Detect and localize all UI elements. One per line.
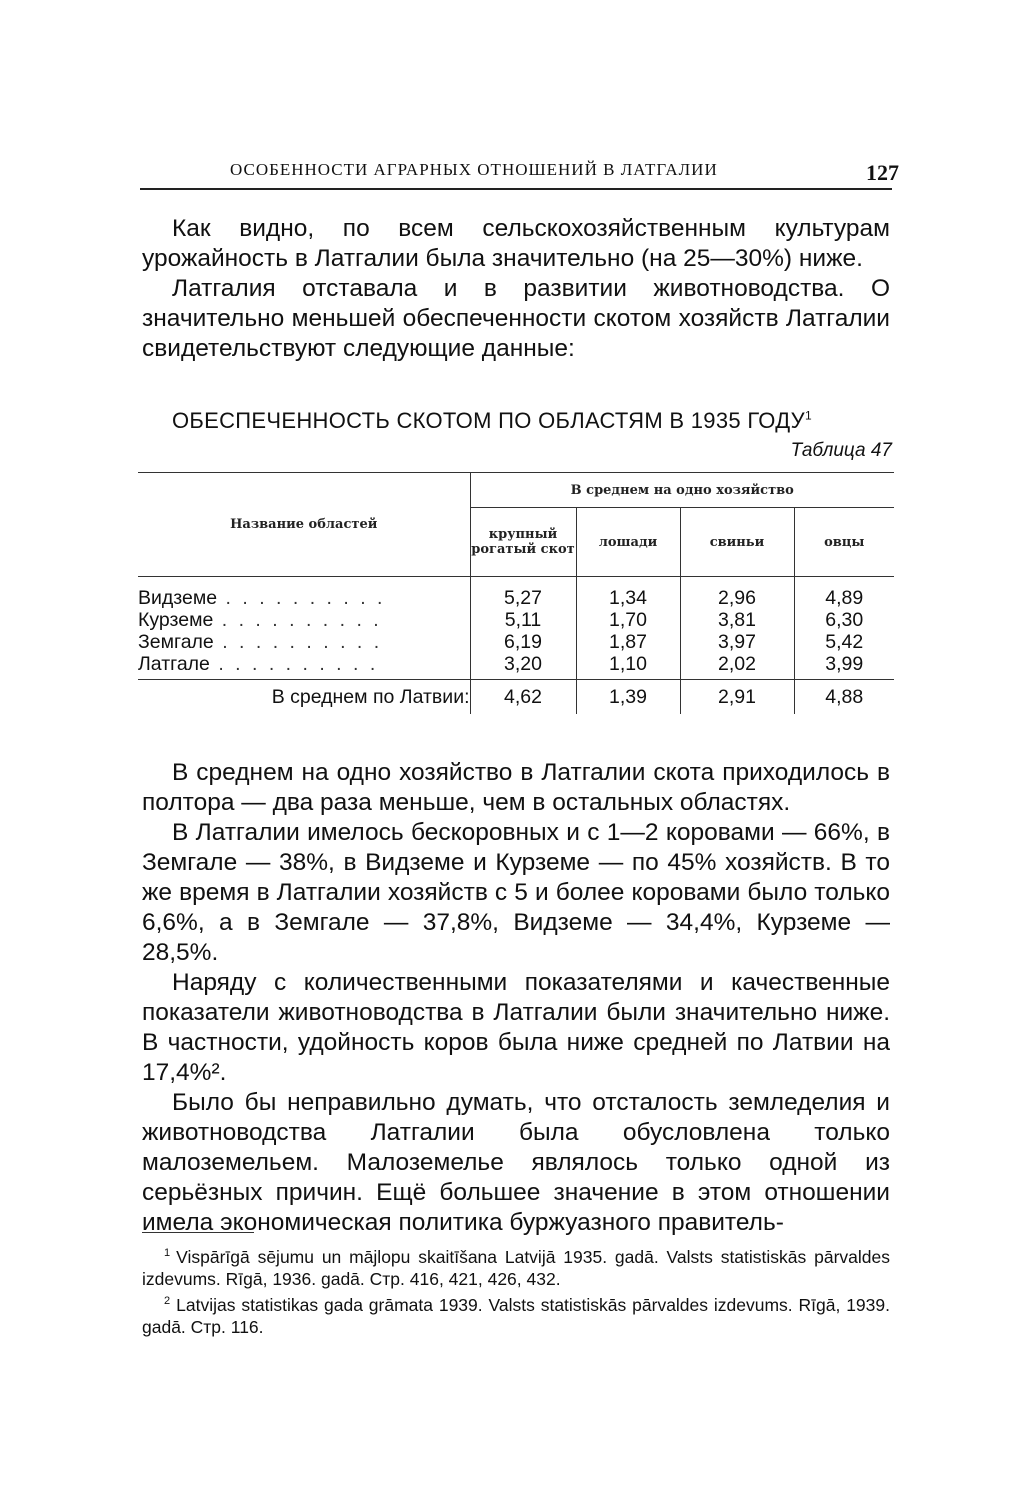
region-cell xyxy=(138,631,470,653)
footnote xyxy=(142,1290,890,1338)
running-title: ОСОБЕННОСТИ АГРАРНЫХ ОТНОШЕНИЙ В ЛАТГАЛИИ xyxy=(230,160,718,179)
table-row xyxy=(138,577,894,610)
value-cell: 3,99 xyxy=(794,653,894,680)
footnote xyxy=(142,1242,890,1290)
region-name: Латгале xyxy=(138,653,210,675)
value-cell: 1,39 xyxy=(576,680,680,715)
region-cell xyxy=(138,609,470,631)
paragraph: Наряду с количественными показателями и качественные показатели животноводства в Латгалии были значительно ниже. В частности, удойность коров была ниже средней по Латвии на 17,4%². xyxy=(142,969,890,1086)
table-title-text: ОБЕСПЕЧЕННОСТЬ СКОТОМ ПО ОБЛАСТЯМ В 1935 ГОДУ xyxy=(172,408,805,433)
value-cell: 1,70 xyxy=(576,609,680,631)
table-average-row xyxy=(138,680,894,715)
footnotes xyxy=(142,1242,890,1338)
table-number-label: Таблица 47 xyxy=(790,440,892,461)
column-group-header: В среднем на одно хозяйство xyxy=(470,473,894,508)
dot-leader: . . . . . . . . . . xyxy=(213,631,383,653)
page-number: 127 xyxy=(866,160,899,185)
table-row xyxy=(138,609,894,631)
value-cell: 5,27 xyxy=(470,577,576,610)
column-header-sheep: овцы xyxy=(794,508,894,577)
footnote-rule xyxy=(142,1232,254,1233)
paragraph: В среднем на одно хозяйство в Латгалии скота приходилось в полтора — два раза меньше, чем в остальных областях. xyxy=(142,759,890,816)
value-cell: 1,34 xyxy=(576,577,680,610)
table-row xyxy=(138,653,894,680)
footnote-text: Latvijas statistikas gada grāmata 1939. Valsts statistiskās pārvaldes izdevums. Rīgā, 1939. gadā. Стр. 116. xyxy=(142,1294,890,1337)
value-cell: 2,02 xyxy=(680,653,794,680)
footnote-text: Vispārīgā sējumu un mājlopu skaitīšana Latvijā 1935. gadā. Valsts statistiskās pārvaldes izdevums. Rīgā, 1936. gadā. Стр. 416, 421, 426, 432. xyxy=(142,1246,890,1289)
region-cell xyxy=(138,653,470,680)
paragraph: Как видно, по всем сельскохозяйственным культурам урожайность в Латгалии была значительно (на 25—30%) ниже. xyxy=(142,215,890,272)
column-header-pigs: свиньи xyxy=(680,508,794,577)
value-cell: 3,20 xyxy=(470,653,576,680)
livestock-table xyxy=(138,472,894,714)
footnote-mark: 1 xyxy=(164,1247,171,1259)
paragraph: Было бы неправильно думать, что отсталость земледелия и животноводства Латгалии была обусловлена только малоземельем. Малоземелье являлось только одной из серьёзных причин. Ещё большее значение в этом отношении имела экономическая политика буржуазного правитель- xyxy=(142,1089,890,1236)
value-cell: 3,81 xyxy=(680,609,794,631)
region-cell xyxy=(138,577,470,610)
body-text xyxy=(142,758,890,1238)
value-cell: 6,30 xyxy=(794,609,894,631)
column-header-cattle: крупный рогатый скот xyxy=(470,508,576,577)
intro-text xyxy=(142,214,890,364)
header-rule xyxy=(140,188,892,190)
paragraph: В Латгалии имелось бескоровных и с 1—2 коровами — 66%, в Земгале — 38%, в Видземе и Курземе — по 45% хозяйств. В то же время в Латгалии хозяйств с 5 и более коровами было только 6,6%, а в Земгале — 37,8%, Видземе — 34,4%, Курземе — 28,5%. xyxy=(142,819,890,966)
value-cell: 4,88 xyxy=(794,680,894,715)
dot-leader: . . . . . . . . . . xyxy=(217,587,386,609)
value-cell: 1,87 xyxy=(576,631,680,653)
dot-leader: . . . . . . . . . . xyxy=(209,653,379,675)
value-cell: 6,19 xyxy=(470,631,576,653)
value-cell: 3,97 xyxy=(680,631,794,653)
average-label: В среднем по Латвии: xyxy=(271,686,470,708)
value-cell: 2,91 xyxy=(680,680,794,715)
value-cell: 1,10 xyxy=(576,653,680,680)
footnote-ref: 1 xyxy=(804,408,812,423)
value-cell: 5,42 xyxy=(794,631,894,653)
region-name: Земгале xyxy=(138,631,214,653)
paragraph: Латгалия отставала и в развитии животноводства. О значительно меньшей обеспеченности скотом хозяйств Латгалии свидетельствуют следующие данные: xyxy=(142,275,890,362)
table-row xyxy=(138,631,894,653)
column-header-region: Название областей xyxy=(138,473,470,577)
region-name: Видземе xyxy=(138,587,218,609)
footnote-mark: 2 xyxy=(164,1294,171,1307)
table-header-row xyxy=(138,473,894,508)
region-name: Курземе xyxy=(138,609,214,631)
table-title xyxy=(172,408,812,434)
value-cell: 4,89 xyxy=(794,577,894,610)
dot-leader: . . . . . . . . . . xyxy=(213,609,382,631)
value-cell: 2,96 xyxy=(680,577,794,610)
column-header-horses: лошади xyxy=(576,508,680,577)
value-cell: 5,11 xyxy=(470,609,576,631)
value-cell: 4,62 xyxy=(470,680,576,715)
